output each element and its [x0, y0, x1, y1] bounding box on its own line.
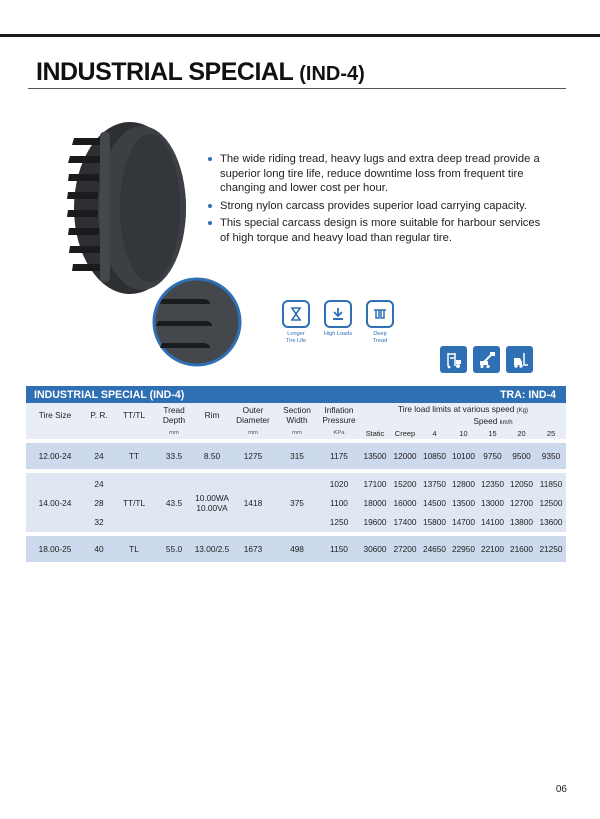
bullet-item: This special carcass design is more suitable for harbour services of high torque and heavy load than regular tire. [208, 216, 543, 245]
header-outer-diameter: Outer Diameter [230, 403, 276, 427]
forklift-icon [506, 346, 533, 373]
straddle-carrier-icon [440, 346, 467, 373]
page-title-sub: (IND-4) [299, 63, 365, 85]
feature-deep-tread [355, 300, 405, 345]
header-tire-size: Tire Size [26, 403, 84, 427]
feature-label: Tire Life [286, 338, 306, 344]
unit-tread: mm [154, 427, 194, 439]
application-icons [440, 346, 533, 373]
tire-image [60, 118, 200, 298]
feature-bullets [208, 152, 543, 249]
table-row: 18.00-25 40 TL 55.0 13.00/2.5 1673 498 1150 30600 27200 24650 22950 22100 21600 21250 [26, 536, 566, 562]
feature-label: High Loads [323, 331, 353, 337]
table-row: 14.00-24 24 TT/TL 43.5 10.00WA 10.00VA 1418 375 1020 17100 15200 13750 12800 12350 12050 11850 [26, 473, 566, 494]
header-rim: Rim [194, 403, 230, 427]
table-row: 12.00-24 24 TT 33.5 8.50 1275 315 1175 13500 12000 10850 10100 9750 9500 9350 [26, 443, 566, 469]
header-tt-tl: TT/TL [114, 403, 154, 427]
table-standard: TRA: IND-4 [360, 386, 566, 403]
bullet-item: The wide riding tread, heavy lugs and extra deep tread provide a superior long tire life, reduce downtime loss from frequent tire changing and lower cost per hour. [208, 152, 543, 196]
high-loads-icon [324, 300, 352, 328]
unit-section: mm [276, 427, 318, 439]
table-title: INDUSTRIAL SPECIAL (IND-4) [26, 386, 360, 403]
table-units-row: mm mm mm KPa Static Creep 4 10 15 20 25 [26, 427, 566, 439]
bullet-item: Strong nylon carcass provides superior load carrying capacity. [208, 199, 543, 214]
header-speed: Speed km/h [420, 415, 566, 427]
feature-label: Tread [372, 338, 388, 344]
table-row: 32 1250 19600 17400 15800 14700 14100 13800 13600 [26, 511, 566, 532]
header-pr: P. R. [84, 403, 114, 427]
reach-stacker-icon [473, 346, 500, 373]
page-title-main: INDUSTRIAL SPECIAL [36, 58, 293, 86]
header-tread-depth: Tread Depth [154, 403, 194, 427]
table-title-band [26, 386, 566, 403]
hourglass-icon [282, 300, 310, 328]
spec-table [26, 386, 566, 562]
header-load-limits: Tire load limits at various speed (Kg) [360, 403, 566, 415]
rim-cell: 10.00WA 10.00VA [194, 473, 230, 532]
top-rule [0, 34, 600, 37]
title-underline [28, 88, 566, 89]
table-row: 28 1100 18000 16000 14500 13500 13000 12700 12500 [26, 494, 566, 511]
header-section-width: Section Width [276, 403, 318, 427]
tread-detail-image [152, 277, 242, 367]
page-number: 06 [555, 784, 567, 795]
unit-inflation: KPa [318, 427, 360, 439]
page-title [36, 58, 365, 87]
deep-tread-icon [366, 300, 394, 328]
feature-label: Longer [287, 331, 305, 337]
feature-label: Deep [373, 331, 387, 337]
unit-outer: mm [230, 427, 276, 439]
header-inflation: Inflation Pressure [318, 403, 360, 427]
table-header-row [26, 403, 566, 415]
